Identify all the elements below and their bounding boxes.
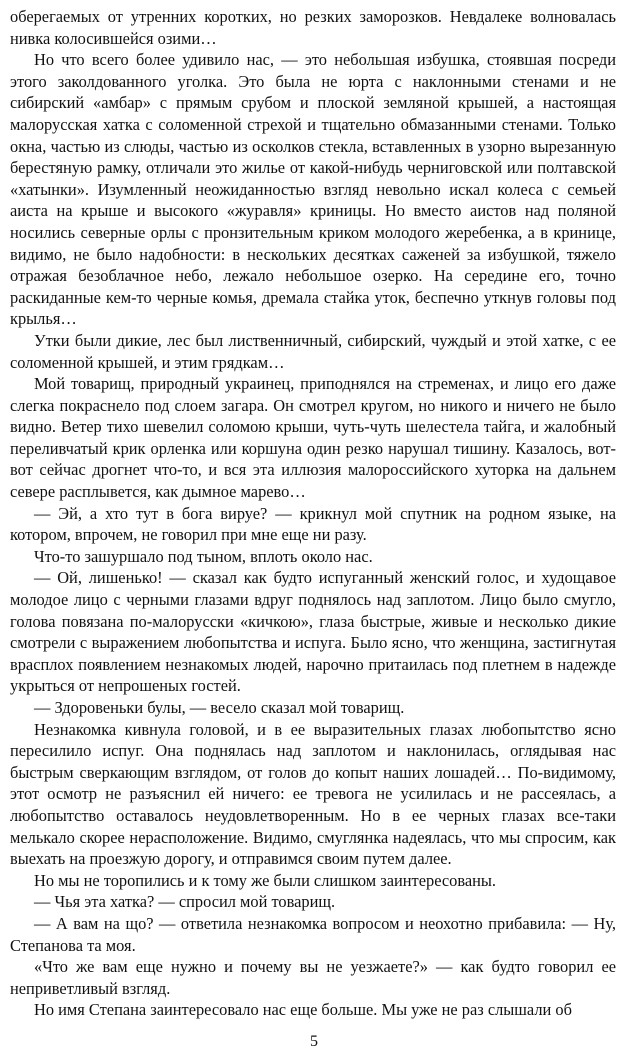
paragraph: — Эй, а хто тут в бога вируе? — крикнул мой спутник на родном языке, на котором, впрочем, не говорил при мне еще ни разу. [10,503,616,545]
paragraph: Но мы не торопились и к тому же были слишком заинтересованы. [34,870,497,890]
paragraph: Но что всего более удивило нас, — это небольшая избушка, стоявшая посреди этого заколдованного уголка. Это была не юрта с наклонными стенами и не сибирский «амбар» с прямым срубом и плоской земляной крышей, а настоящая малорусская хатка с соломенной стрехой и тщательно обмазанными стенами. Только окна, частью из слюды, частью из осколков стекла, вставленных в узорно вырезанную берестяную рамку, отличали это жилье от какой-нибудь черниговской или полтавской «хатынки». Изумленный неожиданностью взгляд невольно искал колеса с семьей аиста на крыше и высокого «журавля» криницы. Но вместо аистов над поляной носились северные орлы с пронзительным криком молодого жеребенка, а в кринице, видимо, не было надобности: в нескольких десятках саженей за избушкой, тяжело отражая безоблачное небо, лежало небольшое озерко. На середине его, точно раскиданные кем-то черные комья, дремала стайка уток, беспечно уткнув головы под крылья… [10,50,616,329]
page-number: 5 [310,1033,318,1050]
paragraph: — А вам на що? — ответила незнакомка вопросом и неохотно прибавила: — Ну, Степанова та моя. [10,913,616,955]
paragraph: Незнакомка кивнула головой, и в ее выразительных глазах любопытство ясно пересилило испуг. Она поднялась над заплотом и наклонилась, оглядывая нас быстрым сверкающим взглядом, от голов до копыт наших лошадей… По-видимому, этот осмотр не разъяснил ей ничего: ее тревога не усилилась и не рассеялась, а любопытство оставалось неудовлетворенным. Но в ее черных глазах все-таки мелькало скорее нерасположение. Видимо, смуглянка надеялась, что мы спросим, как выехать на проезжую дорогу, и отправимся своим путем далее. [10,719,616,869]
page-text [10,6,616,1021]
paragraph: Утки были дикие, лес был лиственничный, сибирский, чуждый и этой хатке, с ее соломенной крышей, и этим грядкам… [10,330,616,372]
paragraph: Мой товарищ, природный украинец, приподнялся на стременах, и лицо его даже слегка покраснело под слоем загара. Он смотрел кругом, но никого и ничего не было видно. Ветер тихо шевелил соломою крыши, чуть-чуть шелестела тайга, и жалобный переливчатый крик орленка или коршуна один резко нарушал тишину. Казалось, вот-вот сейчас дрогнет что-то, и вся эта иллюзия малороссийского хуторка на дальнем севере расплывется, как дымное марево… [10,374,616,502]
paragraph: оберегаемых от утренних коротких, но резких заморозков. Невдалеке волновалась нивка колосившейся озими… [10,7,616,48]
paragraph: «Что же вам еще нужно и почему вы не уезжаете?» — как будто говорил ее неприветливый взгляд. [10,957,616,998]
paragraph: — Чья эта хатка? — спросил мой товарищ. [34,892,336,912]
paragraph: Что-то зашуршало под тыном, вплоть около нас. [34,546,373,566]
paragraph: — Здоровеньки булы, — весело сказал мой товарищ. [34,698,405,717]
paragraph: Но имя Степана заинтересовало нас еще больше. Мы уже не раз слышали об [34,1000,572,1020]
paragraph: — Ой, лишенько! — сказал как будто испуганный женский голос, и худощавое молодое лицо с черными глазами вдруг поднялось над заплотом. Лицо было смугло, голова повязана по-малорусски «кичкою», глаза быстрые, живые и несколько дикие смотрели с выражением любопытства и испуга. Было ясно, что женщина, застигнутая врасплох появлением незнакомых людей, нарочно притаилась под плетнем в надежде укрыться от непрошеных гостей. [10,568,616,696]
